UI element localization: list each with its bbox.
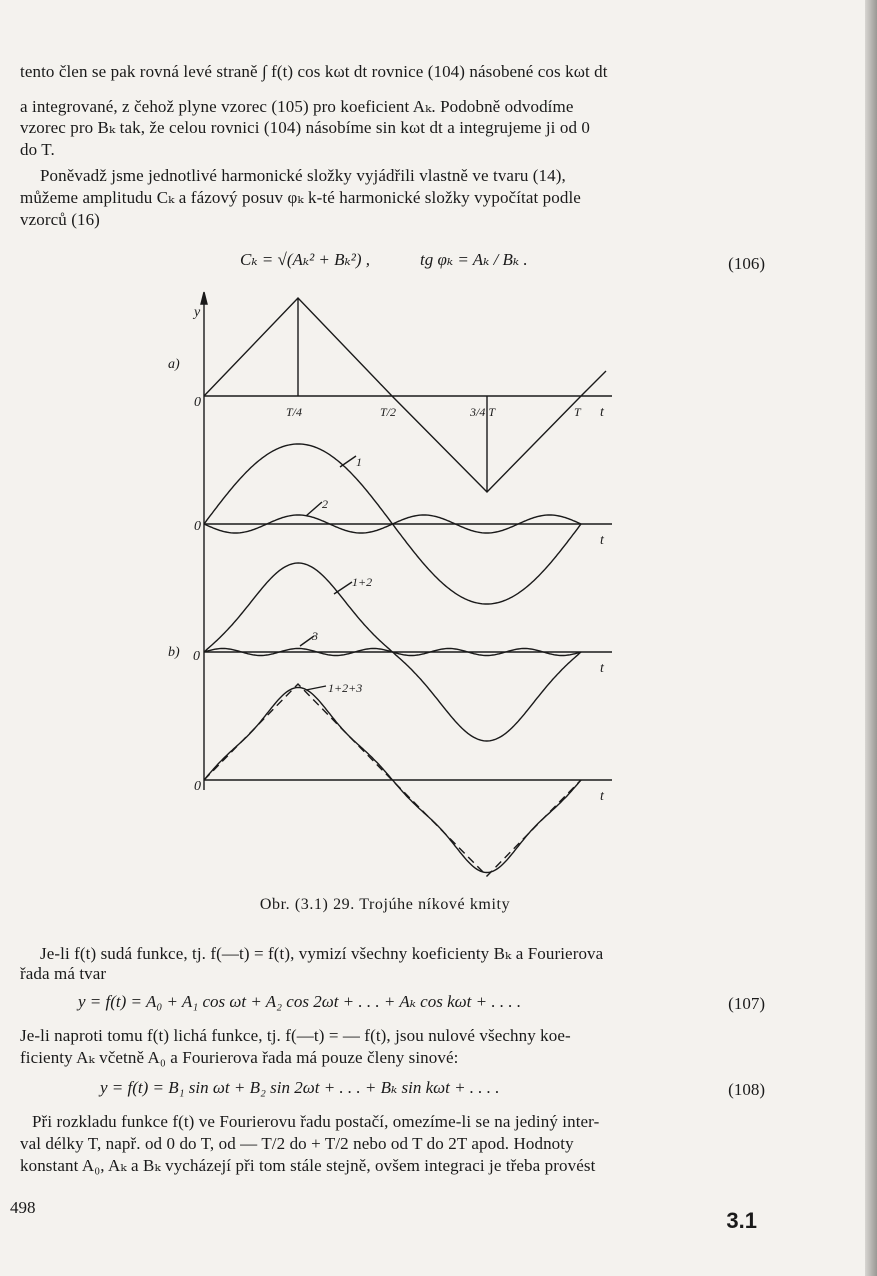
text-line: val délky T, např. od 0 do T, od — T/2 do + T/2 nebo od T do 2T apod. Hodnoty — [20, 1134, 574, 1153]
tick-label-three-quarter: 3/4 T — [470, 405, 496, 419]
text-line: Při rozkladu funkce f(t) ve Fourierovu řadu postačí, omezíme-li se na jediný inter- — [32, 1112, 600, 1131]
origin-label: 0 — [194, 395, 201, 410]
curve-label-1-plus-2-plus-3: 1+2+3 — [328, 681, 363, 695]
text-line: ficienty Aₖ včetně A₀ a Fourierova řada má pouze členy sinové: — [20, 1048, 459, 1067]
equation-108: y = f(t) = B₁ sin ωt + B₂ sin 2ωt + . . . + Bₖ sin kωt + . . . . — [100, 1078, 500, 1097]
panel-label-b: b) — [168, 645, 180, 660]
text-line: Je-li f(t) sudá funkce, tj. f(—t) = f(t), vymizí všechny koeficienty Bₖ a Fourierova — [40, 944, 604, 963]
text-line: vzorec pro Bₖ tak, že celou rovnici (104) násobíme sin kωt dt a integrujeme ji od 0 — [20, 118, 591, 137]
text-line: a integrované, z čehož plyne vzorec (105) pro koeficient Aₖ. Podobně odvodíme — [20, 97, 574, 116]
triangle-wave — [204, 298, 606, 492]
tick-label-half: T/2 — [380, 405, 397, 419]
tick-label-quarter: T/4 — [286, 405, 303, 419]
section-number: 3.1 — [726, 1208, 757, 1233]
t-axis-label: t — [600, 533, 604, 548]
equation-107: y = f(t) = A₀ + A₁ cos ωt + A₂ cos 2ωt + . . . + Aₖ cos kωt + . . . . — [78, 992, 522, 1011]
y-axis-label: y — [194, 305, 201, 320]
curve-label-3: 3 — [312, 629, 318, 643]
text-line: řada má tvar — [20, 964, 107, 983]
text-line: vzorců (16) — [20, 210, 100, 229]
equation-number: (106) — [728, 254, 765, 273]
text-line: Poněvadž jsme jednotlivé harmonické složky vyjádřili vlastně ve tvaru (14), — [40, 166, 566, 185]
curve-label-1: 1 — [356, 455, 362, 469]
t-axis-label: t — [600, 405, 604, 420]
origin-label: 0 — [194, 779, 201, 794]
t-axis-label: t — [600, 661, 604, 676]
equation-number: (107) — [728, 994, 765, 1013]
origin-label: 0 — [194, 519, 201, 534]
equation-106-right: tg φₖ = Aₖ / Bₖ . — [420, 250, 528, 269]
panel-label-a: a) — [168, 357, 180, 372]
y-axis-arrow — [201, 292, 207, 304]
figure-caption: Obr. (3.1) 29. Trojúhe níkové kmity — [259, 896, 511, 913]
curve-label-2: 2 — [322, 497, 328, 511]
origin-label: 0 — [193, 649, 200, 664]
text-line: do T. — [20, 140, 55, 159]
text-line: konstant A₀, Aₖ a Bₖ vycházejí při tom stále stejně, ovšem integraci je třeba provést — [20, 1156, 596, 1175]
text-line: tento člen se pak rovná levé straně ∫ f(t) cos kωt dt rovnice (104) násobené cos kωt dt — [20, 62, 608, 81]
curve-label-1-plus-2: 1+2 — [352, 575, 373, 589]
t-axis-label: t — [600, 789, 604, 804]
text-line: Je-li naproti tomu f(t) lichá funkce, tj. f(—t) = — f(t), jsou nulové všechny koe- — [20, 1026, 571, 1045]
equation-number: (108) — [728, 1080, 765, 1099]
page-number: 498 — [10, 1198, 36, 1217]
tick-label-period: T — [574, 405, 581, 419]
text-line: můžeme amplitudu Cₖ a fázový posuv φₖ k-té harmonické složky vypočítat podle — [20, 188, 581, 207]
equation-106-left: Cₖ = √(Aₖ² + Bₖ²) , — [240, 250, 370, 269]
